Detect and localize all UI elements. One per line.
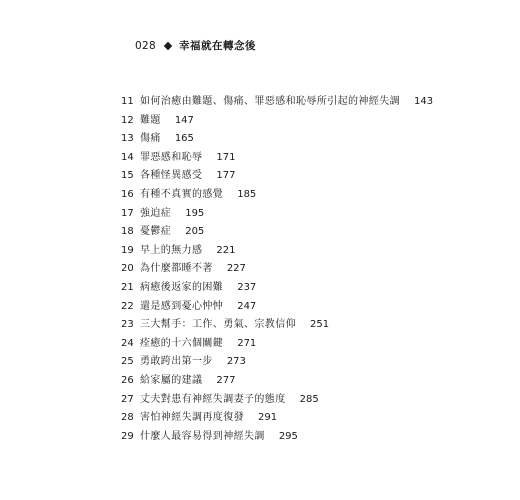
chapter-page-number: 247	[237, 300, 257, 312]
chapter-number: 25	[121, 356, 134, 368]
chapter-title: 早上的無力感	[140, 244, 203, 256]
chapter-title: 丈夫對患有神經失調妻子的態度	[140, 393, 286, 405]
toc-entry	[121, 129, 433, 148]
toc-entry	[121, 259, 433, 278]
toc-entry	[121, 166, 433, 185]
chapter-title: 各種怪異感受	[140, 170, 203, 182]
chapter-title: 給家屬的建議	[140, 374, 203, 386]
chapter-number: 29	[121, 430, 134, 442]
toc-entry	[121, 315, 433, 334]
chapter-number: 13	[121, 133, 134, 145]
chapter-title: 如何治癒由難題、傷痛、罪惡感和恥辱所引起的神經失調	[140, 96, 400, 107]
page-number: 028	[135, 39, 156, 52]
chapter-number: 23	[121, 319, 134, 331]
chapter-page-number: 237	[237, 281, 257, 293]
chapter-number: 22	[121, 300, 134, 312]
diamond-bullet-icon	[164, 41, 172, 49]
chapter-title: 三大幫手：工作、勇氣、宗教信仰	[140, 319, 296, 331]
chapter-page-number: 165	[174, 133, 194, 145]
toc-entry	[121, 278, 433, 297]
chapter-page-number: 171	[216, 151, 236, 163]
chapter-title: 難題	[140, 114, 161, 126]
chapter-number: 24	[121, 337, 134, 349]
chapter-title: 害怕神經失調再度復發	[140, 412, 244, 424]
chapter-number: 19	[121, 244, 134, 256]
chapter-title: 什麼人最容易得到神經失調	[140, 430, 265, 442]
chapter-number: 16	[121, 188, 134, 200]
chapter-number: 14	[121, 151, 134, 163]
toc-entry	[121, 222, 433, 241]
book-title: 幸福就在轉念後	[178, 40, 256, 52]
toc-entry	[121, 371, 433, 390]
chapter-page-number: 273	[226, 356, 246, 368]
page-header	[135, 38, 256, 53]
toc-entry	[121, 334, 433, 353]
chapter-number: 26	[121, 374, 134, 386]
chapter-page-number: 277	[216, 374, 236, 386]
toc-entry	[121, 185, 433, 204]
toc-entry	[121, 352, 433, 371]
chapter-number: 12	[121, 114, 134, 126]
chapter-number: 17	[121, 207, 134, 219]
toc-entry	[121, 111, 433, 130]
toc-entry	[121, 204, 433, 223]
chapter-page-number: 221	[216, 244, 236, 256]
toc-entry	[121, 148, 433, 167]
chapter-number: 27	[121, 393, 134, 405]
table-of-contents	[121, 92, 433, 445]
chapter-title: 憂鬱症	[140, 226, 172, 238]
chapter-title: 有種不真實的感覺	[140, 188, 224, 200]
toc-entry	[121, 92, 433, 111]
chapter-title: 強迫症	[140, 207, 172, 219]
chapter-number: 28	[121, 412, 134, 424]
chapter-page-number: 291	[258, 412, 278, 424]
chapter-title: 勇敢跨出第一步	[140, 356, 213, 368]
chapter-number: 18	[121, 226, 134, 238]
chapter-page-number: 271	[237, 337, 257, 349]
toc-entry	[121, 241, 433, 260]
toc-entry	[121, 390, 433, 409]
chapter-page-number: 147	[174, 114, 194, 126]
chapter-page-number: 177	[216, 170, 236, 182]
chapter-page-number: 251	[310, 319, 330, 331]
chapter-number: 20	[121, 263, 134, 275]
chapter-number: 11	[121, 96, 134, 107]
chapter-page-number: 185	[237, 188, 257, 200]
toc-entry	[121, 297, 433, 316]
toc-entry	[121, 427, 433, 446]
chapter-page-number: 227	[226, 263, 246, 275]
chapter-page-number: 195	[185, 207, 205, 219]
chapter-page-number: 205	[185, 226, 205, 238]
chapter-title: 還是感到憂心忡忡	[140, 300, 224, 312]
chapter-number: 15	[121, 170, 134, 182]
chapter-title: 為什麼都睡不著	[140, 263, 213, 275]
toc-entry	[121, 408, 433, 427]
chapter-title: 痊癒的十六個關鍵	[140, 337, 224, 349]
chapter-page-number: 143	[414, 96, 434, 107]
chapter-title: 罪惡感和恥辱	[140, 151, 203, 163]
chapter-number: 21	[121, 281, 134, 293]
chapter-page-number: 285	[299, 393, 319, 405]
chapter-title: 傷痛	[140, 133, 161, 145]
chapter-title: 病癒後返家的困難	[140, 281, 224, 293]
chapter-page-number: 295	[278, 430, 298, 442]
